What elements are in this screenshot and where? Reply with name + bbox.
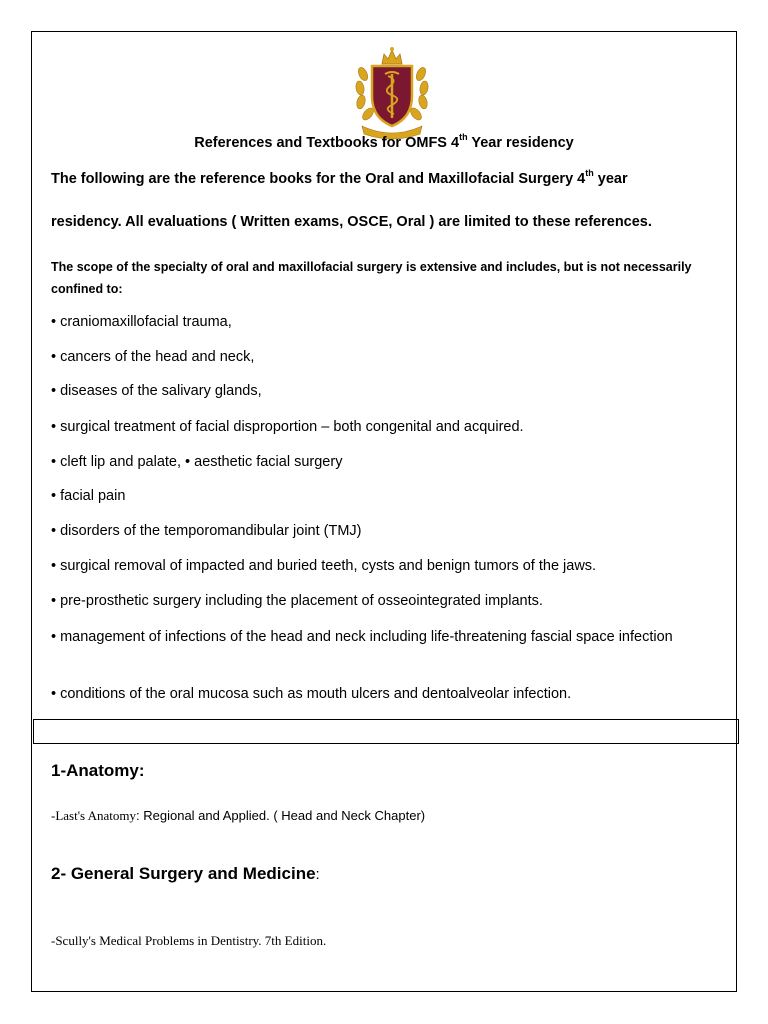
document-title: References and Textbooks for OMFS 4th Year residency xyxy=(194,132,574,151)
bullet-item: • cleft lip and palate, • aesthetic facial surgery xyxy=(51,454,343,470)
bullet-item: • facial pain xyxy=(51,488,126,504)
bullet-item: • pre-prosthetic surgery including the placement of osseointegrated implants. xyxy=(51,593,543,609)
reference-general-surgery: -Scully's Medical Problems in Dentistry. 7th Edition. xyxy=(51,933,327,948)
intro-line-1: The following are the reference books for the Oral and Maxillofacial Surgery 4th year xyxy=(51,168,628,187)
bullet-item: • cancers of the head and neck, xyxy=(51,349,255,365)
reference-anatomy: -Last's Anatomy: Regional and Applied. ( Head and Neck Chapter) xyxy=(51,808,426,823)
section-heading-general-surgery: 2- General Surgery and Medicine: xyxy=(51,864,320,883)
bullet-item: • disorders of the temporomandibular joint (TMJ) xyxy=(51,523,362,539)
bullet-item: • conditions of the oral mucosa such as mouth ulcers and dentoalveolar infection. xyxy=(51,686,572,702)
bullet-item: • surgical removal of impacted and buried teeth, cysts and benign tumors of the jaws. xyxy=(51,558,597,574)
crest-emblem-icon xyxy=(352,44,432,140)
section-divider-box xyxy=(33,719,739,744)
bullet-item: • management of infections of the head and neck including life-threatening fascial space infection xyxy=(51,629,673,645)
bullet-item: • craniomaxillofacial trauma, xyxy=(51,314,232,330)
section-heading-anatomy: 1-Anatomy: xyxy=(51,761,145,780)
bullet-item: • surgical treatment of facial disproportion – both congenital and acquired. xyxy=(51,419,524,435)
intro-line-2: residency. All evaluations ( Written exams, OSCE, Oral ) are limited to these references. xyxy=(51,214,652,230)
bullet-item: • diseases of the salivary glands, xyxy=(51,383,262,399)
scope-paragraph: The scope of the specialty of oral and maxillofacial surgery is extensive and includes, but is not necessarily confined to: xyxy=(51,260,692,296)
